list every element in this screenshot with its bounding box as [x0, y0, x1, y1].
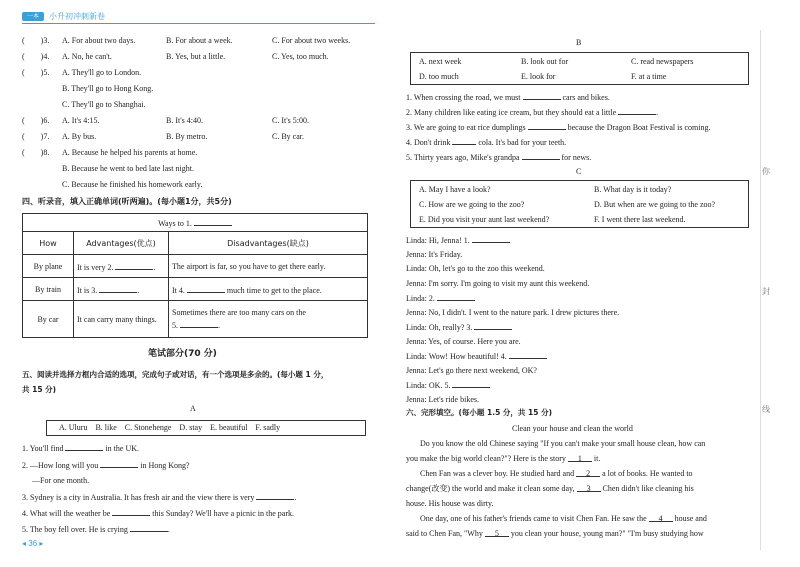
part-c-label: C — [576, 167, 582, 176]
part-b-option: A. next week — [419, 57, 462, 66]
table-row — [23, 278, 368, 301]
margin-char: 你 — [762, 167, 770, 176]
part-b-options-box — [410, 52, 749, 85]
answer-blank-4[interactable] — [187, 284, 225, 293]
dialog-line: Jenna: I'm sorry. I'm going to visit my aunt this weekend. — [406, 278, 590, 288]
part-a-q2: 2. —How long will you in Hong Kong? — [22, 461, 190, 470]
part-b-q1: 1. When crossing the road, we must cars and bikes. — [406, 93, 610, 102]
dialog-line: Jenna: Yes, of course. Here you are. — [406, 336, 521, 346]
cloze-line: One day, one of his father's friends came to visit Chen Fan. He saw the 4 house and — [420, 514, 707, 523]
dialog-line: Jenna: It's Friday. — [406, 249, 463, 259]
answer-blank[interactable] — [522, 151, 560, 160]
section5-title-line1: 五、阅读并选择方框内合适的选项，完成句子或对话，有一个选项是多余的。(每小题 1 分， — [22, 370, 329, 379]
dialog-line: Linda: Oh, let's go to the zoo this weekend. — [406, 264, 545, 273]
q3-option-a: A. For about two days. — [62, 36, 136, 45]
q3-option-c: C. For about two weeks. — [272, 36, 351, 45]
margin-char: 封 — [762, 287, 770, 296]
part-b-q3: 3. We are going to eat rice dumplings because the Dragon Boat Festival is coming. — [406, 123, 711, 132]
prev-page-icon[interactable]: ◂ — [22, 539, 27, 548]
margin-char: 线 — [762, 405, 770, 414]
q7-option-a: A. By bus. — [62, 132, 97, 141]
answer-blank[interactable] — [528, 121, 566, 130]
part-b-q2: 2. Many children like eating ice cream, but they should eat a little . — [406, 108, 659, 117]
cloze-line: you make the big world clean?"? Here is the story 1 it. — [406, 454, 601, 463]
q6-option-a: A. It's 4:15. — [62, 116, 100, 125]
part-b-option: E. look for — [521, 72, 556, 81]
q8-option-a: A. Because he helped his parents at home. — [62, 148, 198, 157]
answer-blank[interactable] — [437, 292, 475, 301]
row-disadvantage: Sometimes there are too many cars on the 5. . — [169, 301, 368, 338]
part-a-label: A — [190, 404, 196, 413]
answer-blank[interactable] — [452, 379, 490, 388]
q7-option-b: B. By metro. — [166, 132, 208, 141]
table-row — [23, 301, 368, 338]
header-how: How — [23, 232, 74, 255]
answer-blank[interactable] — [618, 106, 656, 115]
header-disadvantages: Disadvantages(缺点) — [169, 232, 368, 255]
cloze-blank-1[interactable]: 1 — [568, 453, 592, 462]
q4-option-a: A. No, he can't. — [62, 52, 112, 61]
dialog-line: Linda: 2. — [406, 292, 475, 304]
answer-blank[interactable] — [112, 507, 150, 516]
part-c-option: E. Did you visit your aunt last weekend? — [419, 215, 550, 224]
dialog-line: Jenna: Let's go there next weekend, OK? — [406, 365, 537, 375]
q5-option-c: C. They'll go to Shanghai. — [62, 100, 146, 109]
header-advantages: Advantages(优点) — [74, 232, 169, 255]
part-b-option: D. too much — [419, 72, 459, 81]
cloze-title: Clean your house and clean the world — [512, 424, 633, 433]
section6-title: 六、完形填空。(每小题 1.5 分，共 15 分) — [406, 408, 553, 417]
dialog-line: Linda: Hi, Jenna! 1. — [406, 234, 510, 246]
header-badge: 一本 — [22, 12, 44, 21]
cloze-blank-2[interactable]: 2 — [576, 468, 600, 477]
row-disadvantage: It 4. much time to get to the place. — [169, 278, 368, 301]
part-b-option: C. read newspapers — [631, 57, 694, 66]
cloze-line: change(改变) the world and make it clean some day, 3 Chen didn't like cleaning his — [406, 484, 694, 493]
part-b-option: F. at a time — [631, 72, 667, 81]
row-disadvantage: The airport is far, so you have to get there early. — [169, 255, 368, 278]
part-a-q4: 4. What will the weather be this Sunday? We'll have a picnic in the park. — [22, 509, 294, 518]
part-c-option: A. May I have a look? — [419, 185, 491, 194]
table-row — [23, 255, 368, 278]
row-advantage: It is very 2. . — [74, 255, 169, 278]
row-advantage: It can carry many things. — [74, 301, 169, 338]
dialog-line: Linda: OK. 5. — [406, 379, 490, 391]
header-divider — [22, 23, 375, 24]
part-b-label: B — [576, 38, 582, 47]
q7-option-c: C. By car. — [272, 132, 304, 141]
part-c-option: F. I went there last weekend. — [594, 215, 686, 224]
row-how: By car — [23, 301, 74, 338]
part-b-q4: 4. Don't drink cola. It's bad for your teeth. — [406, 138, 567, 147]
answer-blank[interactable] — [100, 459, 138, 468]
part-a-q3: 3. Sydney is a city in Australia. It has fresh air and the view there is very . — [22, 493, 297, 502]
written-part-title: 笔试部分(70 分) — [148, 349, 217, 359]
cloze-blank-3[interactable]: 3 — [577, 483, 601, 492]
q6-option-c: C. It's 5:00. — [272, 116, 309, 125]
q6-option-b: B. It's 4:40. — [166, 116, 203, 125]
answer-blank-3[interactable] — [99, 284, 137, 293]
part-c-option: C. How are we going to the zoo? — [419, 200, 525, 209]
part-c-options-box — [410, 180, 749, 228]
dialog-line: Linda: Oh, really? 3. — [406, 321, 512, 333]
cloze-blank-5[interactable]: 5 — [485, 528, 509, 537]
row-advantage: It is 3. . — [74, 278, 169, 301]
part-a-q5: 5. The boy fell over. He is crying . — [22, 525, 170, 534]
q6-number: ( )6. — [22, 116, 50, 125]
q4-option-c: C. Yes, too much. — [272, 52, 329, 61]
answer-blank[interactable] — [256, 491, 294, 500]
dialog-line: Linda: Wow! How beautiful! 4. — [406, 350, 547, 362]
cloze-blank-4[interactable]: 4 — [649, 513, 673, 522]
binding-margin-line — [760, 30, 761, 550]
answer-blank[interactable] — [472, 234, 510, 243]
q4-number: ( )4. — [22, 52, 50, 61]
part-c-option: B. What day is it today? — [594, 185, 672, 194]
q3-option-b: B. For about a week. — [166, 36, 233, 45]
q8-option-b: B. Because he went to bed late last night. — [62, 164, 194, 173]
part-a-options: A. Uluru B. like C. Stonehenge D. stay E. beautiful F. sadly — [59, 423, 281, 432]
q4-option-b: B. Yes, but a little. — [166, 52, 226, 61]
answer-blank[interactable] — [65, 442, 103, 451]
part-a-q1: 1. You'll find in the UK. — [22, 444, 140, 453]
answer-blank[interactable] — [452, 136, 476, 145]
q5-number: ( )5. — [22, 68, 50, 77]
answer-blank-1[interactable] — [194, 217, 232, 226]
answer-blank-5[interactable] — [180, 319, 218, 328]
answer-blank-2[interactable] — [115, 261, 153, 270]
cloze-line: said to Chen Fan, "Why 5 you clean your house, young man?" "I'm busy studying how — [406, 529, 704, 538]
part-a-q2-reply: —For one month. — [32, 476, 90, 485]
listening-table — [22, 213, 368, 338]
table-title: Ways to 1. — [23, 214, 368, 232]
cloze-line: house. His house was dirty. — [406, 499, 494, 508]
row-how: By plane — [23, 255, 74, 278]
row-how: By train — [23, 278, 74, 301]
section5-title-line2: 共 15 分) — [22, 385, 57, 394]
answer-blank[interactable] — [130, 523, 168, 532]
q5-option-b: B. They'll go to Hong Kong. — [62, 84, 154, 93]
answer-blank[interactable] — [523, 91, 561, 100]
section4-title: 四、听录音，填入正确单词(听两遍)。(每小题1分，共5分) — [22, 197, 232, 206]
q8-number: ( )8. — [22, 148, 50, 157]
q7-number: ( )7. — [22, 132, 50, 141]
part-a-options-box — [46, 420, 366, 436]
answer-blank[interactable] — [474, 321, 512, 330]
cloze-line: Chen Fan was a clever boy. He studied hard and 2 a lot of books. He wanted to — [420, 469, 693, 478]
part-b-q5: 5. Thirty years ago, Mike's grandpa for news. — [406, 153, 592, 162]
header-title: 小升初冲刺新卷 — [49, 12, 105, 21]
cloze-line: Do you know the old Chinese saying "If you can't make your small house clean, how can — [420, 439, 706, 448]
part-c-option: D. But when are we going to the zoo? — [594, 200, 716, 209]
q3-number: ( )3. — [22, 36, 50, 45]
answer-blank[interactable] — [509, 350, 547, 359]
q5-option-a: A. They'll go to London. — [62, 68, 142, 77]
part-b-option: B. look out for — [521, 57, 569, 66]
dialog-line: Jenna: No, I didn't. I went to the nature park. I drew pictures there. — [406, 307, 620, 317]
next-page-icon[interactable]: ▸ — [39, 539, 44, 548]
page-number: ◂ 36 ▸ — [22, 539, 44, 548]
dialog-line: Jenna: Let's ride bikes. — [406, 394, 479, 404]
q8-option-c: C. Because he finished his homework early. — [62, 180, 203, 189]
